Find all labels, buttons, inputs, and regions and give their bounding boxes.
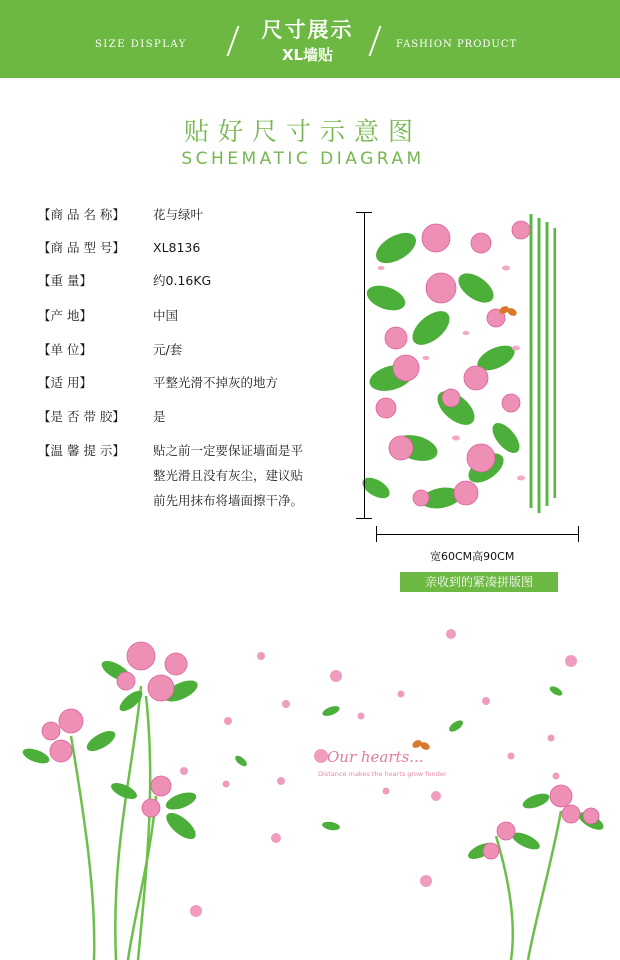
spec-value: 约0.16KG — [153, 273, 212, 288]
poster-leaves — [359, 227, 524, 512]
spec-label: 【单 位】 — [38, 342, 92, 357]
green-stripes — [531, 214, 555, 513]
compact-layout-image — [356, 208, 556, 522]
banner-left-text: SIZE DISPLAY — [95, 39, 187, 50]
scene-stems — [71, 686, 561, 960]
width-dimension-cap-right — [578, 526, 579, 542]
top-banner — [0, 0, 620, 78]
spec-value: XL8136 — [153, 240, 201, 255]
banner-right-text: FASHION PRODUCT — [396, 39, 518, 50]
spec-value: 中国 — [153, 308, 179, 323]
spec-label: 【适 用】 — [38, 375, 92, 390]
spec-value: 是 — [153, 409, 166, 424]
banner-subtitle: XL墙贴 — [281, 46, 334, 64]
diagram-heading-en: SCHEMATIC DIAGRAM — [181, 149, 425, 169]
diagram-heading-cn: 贴好尺寸示意图 — [183, 117, 422, 146]
scene-leaves — [21, 657, 606, 862]
spec-label: 【重 量】 — [38, 273, 92, 288]
scene-small-text: Distance makes the hearts grow fonder — [318, 770, 447, 778]
wall-scene-image — [16, 626, 606, 960]
height-dimension-line — [364, 212, 365, 518]
scene-script-text: Our hearts... — [327, 748, 424, 766]
compact-layout-badge: 亲收到的紧凑拼版图 — [400, 572, 558, 592]
spec-label: 【温 馨 提 示】 — [38, 443, 125, 458]
spec-label: 【是 否 带 胶】 — [38, 409, 125, 424]
width-dimension-line — [376, 534, 579, 535]
spec-label: 【商 品 型 号】 — [38, 240, 125, 255]
poster-flowers — [376, 221, 530, 506]
spec-label: 【商 品 名 称】 — [38, 207, 125, 222]
banner-title: 尺寸展示 — [261, 18, 354, 42]
spec-value: 元/套 — [153, 342, 183, 357]
height-dimension-cap-bottom — [356, 518, 372, 519]
width-dimension-cap-left — [376, 526, 377, 542]
spec-label: 【产 地】 — [38, 308, 92, 323]
height-dimension-cap-top — [356, 212, 372, 213]
spec-value: 花与绿叶 — [153, 207, 204, 222]
banner-slash-left — [227, 26, 240, 56]
dimension-label: 宽60CM高90CM — [430, 550, 515, 563]
banner-slash-right — [369, 26, 382, 56]
spec-value: 平整光滑不掉灰的地方 — [153, 375, 279, 390]
spec-value: 贴之前一定要保证墙面是平整光滑且没有灰尘，建议贴前先用抹布将墙面擦干净。 — [153, 443, 304, 508]
